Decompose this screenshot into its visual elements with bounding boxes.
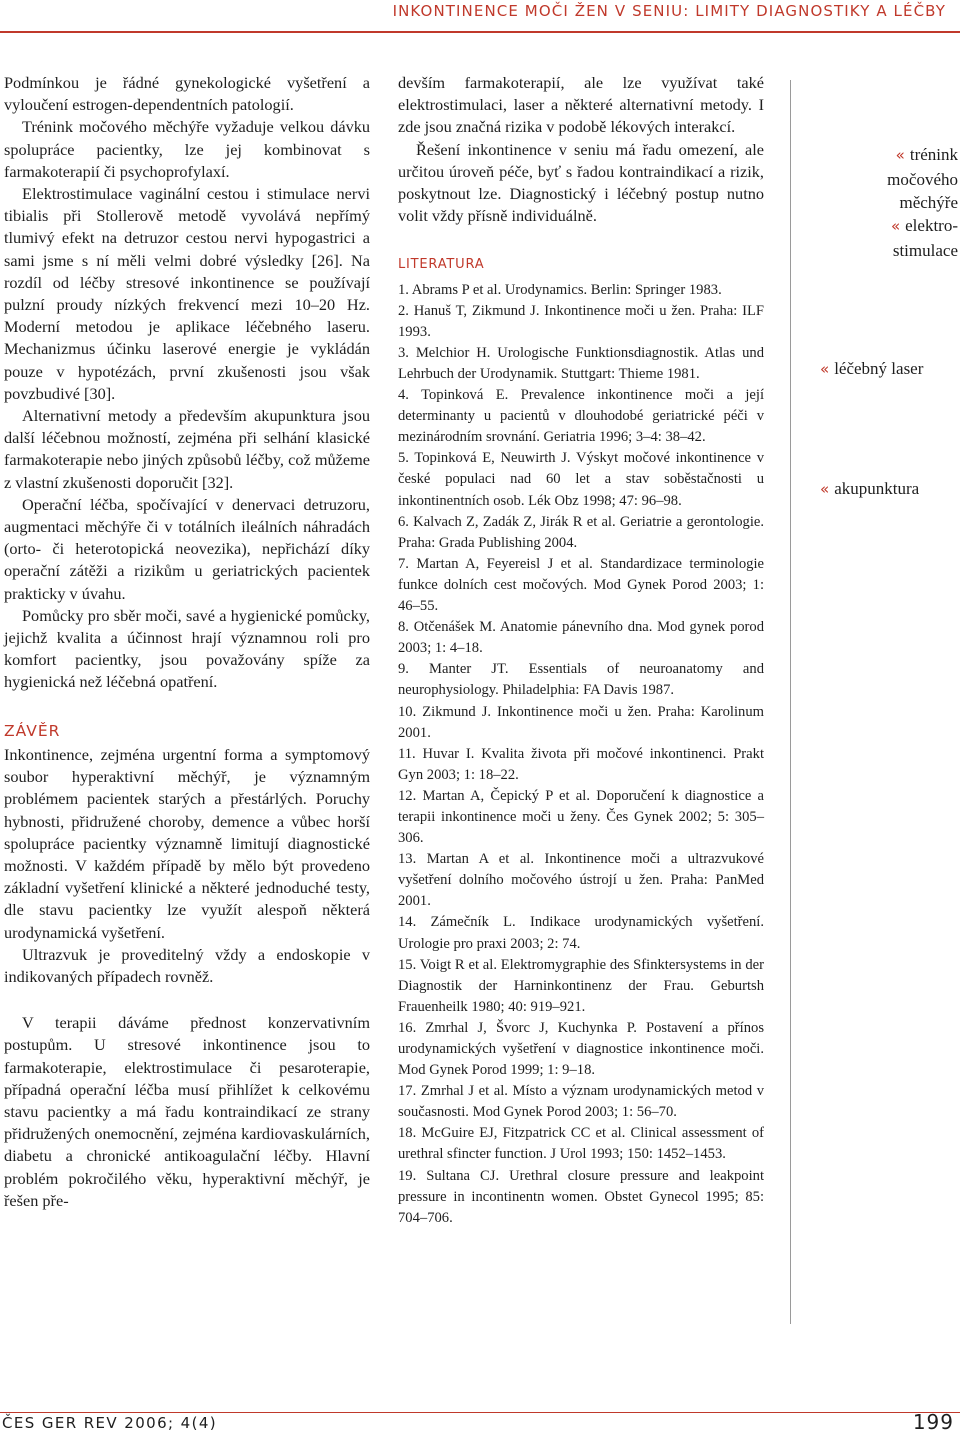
reference-item: 5. Topinková E, Neuwirth J. Výskyt močové inkontinence v české populaci nad 60 let a stav soběstačnosti u inkontinentních osob. Lék Obz 1998; 47: 96–98.: [398, 450, 764, 509]
reference-item: 11. Huvar I. Kvalita života při močové inkontinenci. Prakt Gyn 2003; 1: 18–22.: [398, 745, 764, 783]
references-list: [398, 280, 764, 1229]
page-number: 199: [912, 1410, 954, 1434]
margin-note-training: [800, 143, 958, 215]
conclusion-heading: ZÁVĚR: [4, 721, 61, 740]
double-chevron-left-icon: «: [895, 146, 905, 164]
margin-note-laser: [820, 357, 960, 382]
running-title: INKONTINENCE MOČI ŽEN V SENIU: LIMITY DIAGNOSTIKY A LÉČBY: [392, 2, 946, 20]
paragraph: Řešení inkontinence v seniu má řadu omezení, ale určitou úroveň péče, byť s řadou kontraindikací a rizik, poskytnout lze. Diagnostický i léčebný postup nutno volit vždy přísně individuálně.: [398, 139, 764, 226]
double-chevron-left-icon: «: [890, 217, 901, 235]
paragraph: Ultrazvuk je proveditelný vždy a endoskopie v indikovaných případech rovněž.: [4, 944, 370, 986]
reference-item: 3. Melchior H. Urologische Funktionsdiagnostik. Atlas und Lehrbuch der Urodynamik. Stuttgart: Thieme 1981.: [398, 344, 764, 382]
paragraph: V terapii dáváme přednost konzervativním postupům. U stresové inkontinence jsou to farmakoterapie, elektrostimulace či pesaroterapie, případná operační léčba musí přihlížet k celkovému stavu pacientky a má řadu kontraindikací ze strany přidružených onemocnění, zejména kardiovaskulárních, diabetu a chronické antikoagulační léčby. Hlavní problém pokročilého věku, hyperaktivní měchýř, je řešen pře-: [4, 1013, 370, 1210]
paragraph: Trénink močového měchýře vyžaduje velkou dávku spolupráce pacientky, lze jej kombinovat s farmakoterapií či psychoprofylaxí.: [4, 117, 370, 181]
header-rule: [0, 31, 960, 33]
reference-item: 13. Martan A et al. Inkontinence moči a ultrazvukové vyšetření dolního močového ústrojí u žen. Praha: PanMed 2001.: [398, 851, 764, 910]
column-divider: [790, 80, 791, 1324]
left-column: [4, 72, 370, 1212]
references-heading: LITERATURA: [398, 257, 485, 273]
reference-item: 2. Hanuš T, Zikmund J. Inkontinence moči u žen. Praha: ILF 1993.: [398, 302, 764, 340]
double-chevron-left-icon: «: [820, 480, 830, 498]
reference-item: 18. McGuire EJ, Fitzpatrick CC et al. Clinical assessment of urethral sfincter function. J Urol 1993; 150: 1452–1453.: [398, 1125, 764, 1163]
paragraph: Alternativní metody a především akupunktura jsou další léčebnou možností, zejména při selhání klasické farmakoterapie nebo jiných způsobů léčby, což můžeme z vlastní zkušenosti doporučit [32].: [4, 406, 370, 492]
double-chevron-left-icon: «: [820, 360, 830, 378]
margin-note-text: léčebný laser: [834, 359, 924, 378]
reference-item: 12. Martan A, Čepický P et al. Doporučení k diagnostice a terapii inkontinence moči u ženy. Čes Gynek 2002; 5: 305–306.: [398, 787, 764, 847]
paragraph: Pomůcky pro sběr moči, savé a hygienické pomůcky, jejichž kvalita a účinnost hrají významnou roli pro komfort pacientky, jsou považovány spíže za hygienická než léčebná opatření.: [4, 605, 370, 692]
middle-column: [398, 72, 764, 1229]
paragraph: Operační léčba, spočívající v denervaci detruzoru, augmentaci měchýře či v totálních ileálních náhradách (orto- či heterotopická neovezika), nepřichází díky operační zátěži a rizikům u geriatrických pacientek prakticky v úvahu.: [4, 494, 370, 603]
reference-item: 16. Zmrhal J, Švorc J, Kuchynka P. Postavení a přínos urodynamických vyšetření v diagnostice inkontinence moči. Mod Gynek Porod 1999; 1: 9–18.: [398, 1019, 764, 1079]
reference-item: 14. Zámečník L. Indikace urodynamických vyšetření. Urologie pro praxi 2003; 2: 74.: [398, 914, 764, 952]
paragraph: Podmínkou je řádné gynekologické vyšetření a vyloučení estrogen-dependentních patologií.: [4, 73, 370, 115]
margin-note-acupuncture: [820, 477, 960, 502]
margin-note-text: akupunktura: [834, 479, 920, 498]
paragraph: devším farmakoterapií, ale lze využívat také elektrostimulaci, laser a některé alternativní metody. I zde jsou značná rizika v podobě lékových interakcí.: [398, 73, 764, 137]
reference-item: 17. Zmrhal J et al. Místo a význam urodynamických metod v současnosti. Mod Gynek Porod 2003; 1: 56–70.: [398, 1083, 764, 1121]
paragraph: Elektrostimulace vaginální cestou i stimulace nervi tibialis při Stollerově metodě vyvolává nepřímý tlumivý efekt na detruzor cestou nervi hypogastrici a sami jsme s ní měli velmi dobré výsledky [26]. Na rozdíl od léčby stresové inkontinence se používají pulzní proudy nízkých frekvencí mezi 10–20 Hz. Moderní metodou je aplikace léčebného laseru. Mechanizmus účinku laserové energie je vykládán pouze v hypotézách, první zkušenosti jsou však povzbudivé [30].: [4, 184, 370, 403]
reference-item: 4. Topinková E. Prevalence inkontinence moči a její determinanty u pacientů v dlouhodobé geriatrické péči v mezinárodním srovnání. Geriatria 1996; 3–4: 38–42.: [398, 387, 764, 446]
margin-note-text: stimulace: [892, 240, 958, 260]
reference-item: 10. Zikmund J. Inkontinence moči u žen. Praha: Karolinum 2001.: [398, 703, 764, 741]
reference-item: 9. Manter JT. Essentials of neuroanatomy and neurophysiology. Philadelphia: FA Davis 1987.: [398, 661, 764, 699]
footer-rule: [0, 1412, 960, 1413]
reference-item: 7. Martan A, Feyereisl J et al. Standardizace terminologie funkce dolních cest močových. Mod Gynek Porod 2003; 1: 46–55.: [398, 555, 764, 615]
reference-item: 1. Abrams P et al. Urodynamics. Berlin: Springer 1983.: [398, 281, 722, 298]
margin-note-electrostimulation: [800, 214, 958, 262]
reference-item: 19. Sultana CJ. Urethral closure pressure and leakpoint pressure in incontinentn women. Obstet Gynecol 1995; 85: 704–706.: [398, 1167, 764, 1226]
journal-citation: ČES GER REV 2006; 4(4): [2, 1414, 218, 1432]
margin-note-text: trénink: [909, 145, 958, 164]
reference-item: 6. Kalvach Z, Zadák Z, Jirák R et al. Geriatrie a gerontologie. Praha: Grada Publishing 2004.: [398, 513, 764, 551]
margin-note-text: močového: [887, 169, 958, 189]
reference-item: 15. Voigt R et al. Elektromygraphie des Sfinktersystems in der Diagnostik der Harninkontinenz der Frau. Geburtsh Frauenheilk 1980; 40: 919–921.: [398, 956, 764, 1015]
margin-note-text: elektro-: [905, 216, 958, 235]
reference-item: 8. Otčenášek M. Anatomie pánevního dna. Mod gynek porod 2003; 1: 4–18.: [398, 619, 764, 657]
paragraph: Inkontinence, zejména urgentní forma a symptomový soubor hyperaktivní měchýř, je významným problémem pacientek starých a přestárlých. Poruchy hybnosti, přidružené choroby, demence a vůbec horší spolupráce pacientky významně limitují diagnostické možnosti. V každém případě by mělo být provedeno základní vyšetření klinické a některé jednoduché testy, dle stavu pacientky lze využít alespoň některá urodynamická vyšetření.: [4, 744, 370, 942]
margin-note-text: měchýře: [899, 193, 958, 212]
